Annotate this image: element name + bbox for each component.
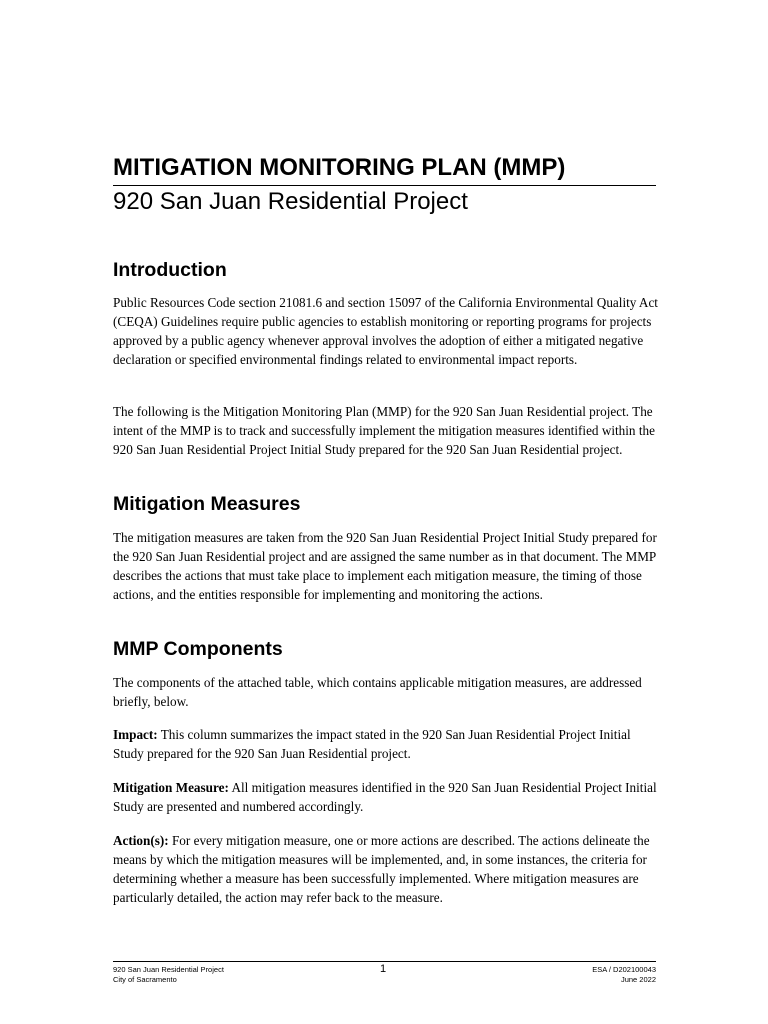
introduction-paragraph-2: The following is the Mitigation Monitoring Plan (MMP) for the 920 San Juan Residential project. The intent of the MMP is to track and successfully implement the mitigation measures identified within the 920 San Juan Residential Project Initial Study prepared for the 920 San Juan Residential project.: [113, 404, 655, 457]
footer-page-number: 1: [380, 963, 387, 975]
impact-definition: [113, 725, 658, 763]
mitigation-measures-paragraph: The mitigation measures are taken from the 920 San Juan Residential Project Initial Study prepared for the 920 San Juan Residential project and are assigned the same number as in that document. The MMP describes the actions that must take place to implement each mitigation measure, the timing of those actions, and the entities responsible for implementing and monitoring the actions.: [113, 530, 657, 602]
document-subtitle: 920 San Juan Residential Project: [113, 188, 468, 215]
actions-text: For every mitigation measure, one or more actions are described. The actions delineate the means by which the mitigation measures will be implemented, and, in some instances, the criteria for determining whether a measure has been successfully implemented. Where mitigation measures are particularly detailed, the action may refer back to the measure.: [113, 833, 650, 905]
footer-document-id: ESA / D202100043: [592, 965, 656, 974]
impact-term: Impact:: [113, 727, 158, 742]
mitigation-measure-definition: [113, 778, 658, 816]
document-title: MITIGATION MONITORING PLAN (MMP): [113, 154, 566, 181]
footer-project-name: 920 San Juan Residential Project: [113, 965, 224, 974]
mmp-components-paragraph: The components of the attached table, which contains applicable mitigation measures, are addressed briefly, below.: [113, 675, 642, 709]
introduction-heading: Introduction: [113, 259, 227, 281]
actions-term: Action(s):: [113, 833, 169, 848]
mmp-components-heading: MMP Components: [113, 638, 283, 660]
mitigation-measure-text: All mitigation measures identified in the 920 San Juan Residential Project Initial Study are presented and numbered accordingly.: [113, 780, 657, 814]
introduction-paragraph-1: Public Resources Code section 21081.6 and section 15097 of the California Environmental Quality Act (CEQA) Guidelines require public agencies to establish monitoring or reporting programs for projects approved by a public agency whenever approval involves the adoption of either a mitigated negative declaration or specified environmental findings related to environmental impact reports.: [113, 295, 658, 367]
mitigation-measure-term: Mitigation Measure:: [113, 780, 229, 795]
impact-text: This column summarizes the impact stated in the 920 San Juan Residential Project Initial Study prepared for the 920 San Juan Residential project.: [113, 727, 631, 761]
mitigation-measures-heading: Mitigation Measures: [113, 493, 301, 515]
footer-date: June 2022: [620, 975, 656, 984]
actions-definition: [113, 831, 658, 907]
footer-divider: [113, 961, 656, 962]
footer-city: City of Sacramento: [113, 975, 177, 984]
